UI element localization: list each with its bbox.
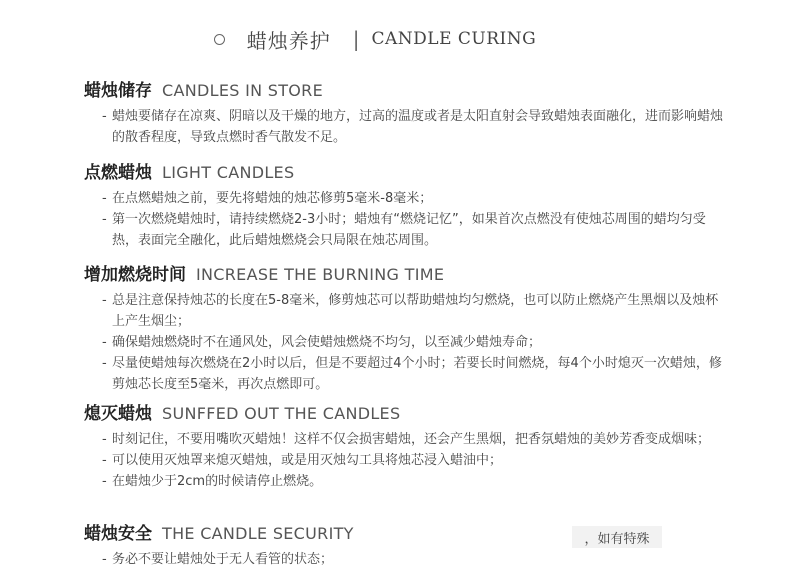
list-item-text: 第一次燃烧蜡烛时，请持续燃烧2-3小时；蜡烛有“燃烧记忆”，如果首次点燃没有使烛芯周围的蜡均匀受热，表面完全融化，此后蜡烛燃烧会只局限在烛芯周围。 <box>112 212 706 248</box>
section-title <box>84 399 724 423</box>
list-item <box>102 332 724 353</box>
bullet-dash: - <box>102 109 107 124</box>
list-item <box>102 209 724 251</box>
list-item-text: 在蜡烛少于2cm的时候请停止燃烧。 <box>112 474 323 489</box>
bullet-dash: - <box>102 191 107 206</box>
section-title-en: CANDLES IN STORE <box>162 81 323 100</box>
list-item <box>102 429 724 450</box>
section-title-cn: 点燃蜡烛 <box>84 163 152 183</box>
section-title-en: THE CANDLE SECURITY <box>162 524 354 543</box>
overlay-badge: ，如有特殊 <box>572 526 662 548</box>
bullet-dash: - <box>102 453 107 468</box>
list-item <box>102 471 724 492</box>
list-item-text: 在点燃蜡烛之前，要先将蜡烛的烛芯修剪5毫米-8毫米； <box>112 191 433 206</box>
list-item-text: 蜡烛要储存在凉爽、阴暗以及干燥的地方，过高的温度或者是太阳直射会导致蜡烛表面融化，进而影响蜡烛的散香程度，导致点燃时香气散发不足。 <box>112 109 724 145</box>
list-item-text: 总是注意保持烛芯的长度在5-8毫米，修剪烛芯可以帮助蜡烛均匀燃烧，也可以防止燃烧产生黑烟以及烛杯上产生烟尘； <box>112 293 719 329</box>
section-snuff-out-candles <box>84 399 724 492</box>
bullet-dash: - <box>102 335 107 350</box>
bullet-dash: - <box>102 293 107 308</box>
section-title-cn: 增加燃烧时间 <box>84 265 186 285</box>
section-title <box>84 158 724 182</box>
section-increase-burning-time <box>84 260 724 395</box>
list-item <box>102 450 724 471</box>
list-item-text: 尽量使蜡烛每次燃烧在2小时以后，但是不要超过4个小时；若要长时间燃烧，每4个小时熄灭一次蜡烛，修剪烛芯长度至5毫米，再次点燃即可。 <box>112 356 722 392</box>
list-item <box>102 188 724 209</box>
list-item-text: 确保蜡烛燃烧时不在通风处，风会使蜡烛燃烧不均匀，以至减少蜡烛寿命； <box>112 335 542 350</box>
list-item <box>102 549 724 570</box>
bullet-dash: - <box>102 212 107 227</box>
section-title-cn: 熄灭蜡烛 <box>84 404 152 424</box>
bullet-dash: - <box>102 356 107 371</box>
circle-icon <box>214 34 225 45</box>
section-title-cn: 蜡烛储存 <box>84 81 152 101</box>
section-light-candles <box>84 158 724 251</box>
header-divider: | <box>352 27 360 51</box>
bullet-dash: - <box>102 474 107 489</box>
section-title-en: SUNFFED OUT THE CANDLES <box>162 404 401 423</box>
list-item <box>102 353 724 395</box>
section-title <box>84 76 724 100</box>
page-header <box>0 22 790 56</box>
list-item-text: 可以使用灭烛罩来熄灭蜡烛，或是用灭烛勾工具将烛芯浸入蜡油中； <box>112 453 503 468</box>
list-item <box>102 290 724 332</box>
bullet-dash: - <box>102 432 107 447</box>
section-title <box>84 260 724 284</box>
section-candles-in-store <box>84 76 724 148</box>
list-item-text: 务必不要让蜡烛处于无人看管的状态； <box>112 552 334 567</box>
section-title-cn: 蜡烛安全 <box>84 524 152 544</box>
list-item-text: 时刻记住，不要用嘴吹灭蜡烛！这样不仅会损害蜡烛，还会产生黑烟，把香氛蜡烛的美妙芳香变成烟味； <box>112 432 711 447</box>
section-title-en: INCREASE THE BURNING TIME <box>196 265 445 284</box>
header-title-cn: 蜡烛养护 <box>246 28 331 53</box>
list-item <box>102 106 724 148</box>
header-title-en: CANDLE CURING <box>371 29 537 49</box>
bullet-dash: - <box>102 552 107 567</box>
section-title-en: LIGHT CANDLES <box>162 163 295 182</box>
